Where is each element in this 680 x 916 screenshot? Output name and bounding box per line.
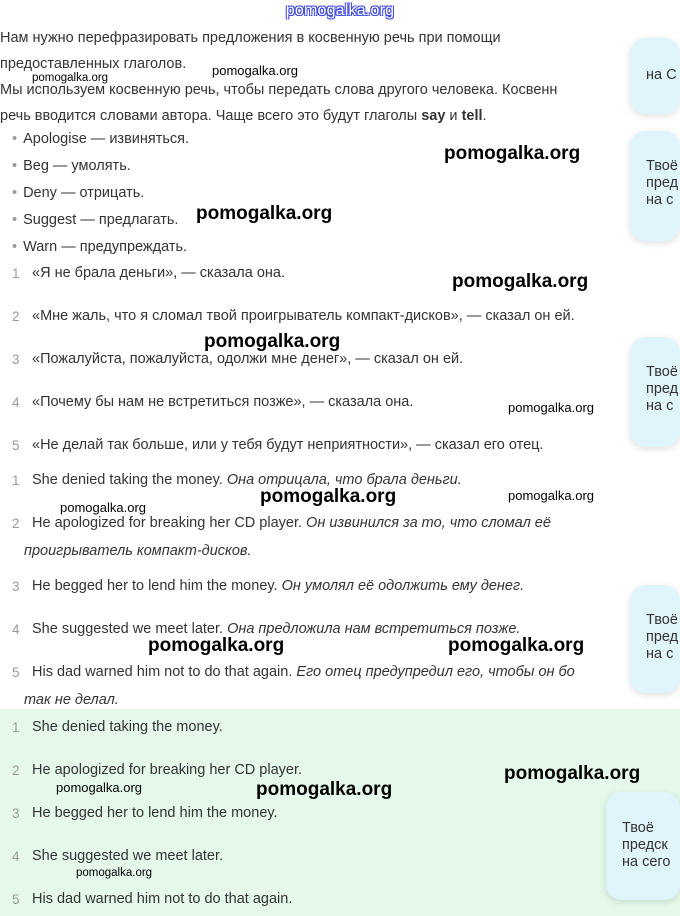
promo-bubble-text: на с — [646, 398, 674, 414]
reported-ru: Его отец предупредил его, чтобы он бо — [296, 664, 575, 680]
watermark: pomogalka.org — [76, 867, 153, 879]
keyword-say: say — [421, 108, 446, 124]
promo-bubble-text: пред — [646, 629, 679, 645]
list-number: 4 — [12, 622, 20, 637]
answer-item: She suggested we meet later. — [32, 848, 224, 864]
bullet-dot: • — [12, 239, 18, 255]
list-number: 3 — [12, 806, 20, 821]
list-number: 1 — [12, 720, 20, 735]
watermark: pomogalka.org — [260, 486, 397, 507]
direct-speech-item: «Почему бы нам не встретиться позже», — сказала она. — [32, 394, 414, 410]
list-number: 2 — [12, 309, 20, 324]
watermark: pomogalka.org — [504, 763, 641, 784]
promo-bubble[interactable] — [630, 337, 680, 447]
verb-text: Warn — предупреждать. — [23, 239, 188, 255]
verb-item — [12, 185, 144, 201]
watermark: pomogalka.org — [60, 500, 146, 515]
bullet-dot: • — [12, 158, 18, 174]
promo-bubble-text: Твоё — [646, 158, 678, 174]
verb-text: Suggest — предлагать. — [23, 212, 179, 228]
intro-line-4 — [0, 108, 487, 124]
promo-bubble[interactable] — [606, 792, 680, 900]
reported-ru: Он извинился за то, что сломал её — [306, 515, 551, 531]
reported-ru: Она отрицала, что брала деньги. — [226, 472, 462, 488]
list-number: 1 — [12, 473, 20, 488]
reported-item — [32, 578, 524, 594]
direct-speech-item: «Я не брала деньги», — сказала она. — [32, 265, 286, 281]
list-number: 4 — [12, 395, 20, 410]
watermark: pomogalka.org — [196, 203, 333, 224]
watermark: pomogalka.org — [256, 779, 393, 800]
promo-bubble-text: на С — [646, 67, 677, 83]
intro-and: и — [445, 108, 462, 124]
list-number: 3 — [12, 579, 20, 594]
watermark: pomogalka.org — [148, 635, 285, 656]
intro-line-4-text: речь вводится словами автора. Чаще всего это будут глаголы — [0, 108, 422, 124]
promo-bubble-text: Твоё — [622, 820, 654, 836]
list-number: 2 — [12, 516, 20, 531]
direct-speech-item: «Мне жаль, что я сломал твой проигрыватель компакт-дисков», — сказал он ей. — [32, 308, 575, 324]
verb-text: Beg — умолять. — [23, 158, 131, 174]
reported-ru-continued: так не делал. — [24, 692, 119, 708]
promo-bubble-text: Твоё — [646, 364, 678, 380]
promo-bubble-text: на сего — [622, 854, 671, 870]
promo-bubble[interactable] — [630, 585, 680, 693]
intro-line-3: Мы используем косвенную речь, чтобы передать слова другого человека. Косвенн — [0, 82, 558, 98]
reported-ru: Он умолял её одолжить ему денег. — [281, 578, 525, 594]
reported-en: She denied taking the money. — [32, 472, 227, 488]
promo-bubble[interactable] — [630, 131, 680, 241]
intro-line-1: Нам нужно перефразировать предложения в косвенную речь при помощи — [0, 30, 501, 46]
verb-item — [12, 212, 178, 228]
promo-bubble-text: предск — [622, 837, 668, 853]
watermark: pomogalka.org — [32, 72, 109, 84]
answer-item: His dad warned him not to do that again. — [32, 891, 293, 907]
watermark: pomogalka.org — [452, 271, 589, 292]
reported-en: His dad warned him not to do that again. — [32, 664, 297, 680]
answer-item: She denied taking the money. — [32, 719, 223, 735]
bullet-dot: • — [12, 185, 18, 201]
list-number: 5 — [12, 665, 20, 680]
watermark: pomogalka.org — [508, 400, 594, 415]
verb-text: Apologise — извиняться. — [23, 131, 190, 147]
reported-en: She suggested we meet later. — [32, 621, 228, 637]
watermark: pomogalka.org — [204, 331, 341, 352]
watermark: pomogalka.org — [56, 780, 142, 795]
watermark: pomogalka.org — [444, 143, 581, 164]
verb-text: Deny — отрицать. — [23, 185, 145, 201]
list-number: 1 — [12, 266, 20, 281]
reported-item — [32, 472, 462, 488]
site-logo[interactable]: pomogalka.org — [285, 2, 395, 19]
promo-bubble-text: на с — [646, 646, 674, 662]
verb-item — [12, 131, 189, 147]
promo-bubble-text: пред — [646, 175, 679, 191]
intro-line-2: предоставленных глаголов. — [0, 56, 187, 72]
list-number: 3 — [12, 352, 20, 367]
direct-speech-item: «Не делай так больше, или у тебя будут неприятности», — сказал его отец. — [32, 437, 544, 453]
bullet-dot: • — [12, 131, 18, 147]
direct-speech-item: «Пожалуйста, пожалуйста, одолжи мне денег», — сказал он ей. — [32, 351, 464, 367]
reported-item — [32, 515, 551, 531]
reported-en: He begged her to lend him the money. — [32, 578, 282, 594]
promo-bubble-text: пред — [646, 381, 679, 397]
reported-item — [32, 664, 575, 680]
list-number: 5 — [12, 438, 20, 453]
promo-bubble-text: на с — [646, 192, 674, 208]
intro-end: . — [482, 108, 487, 124]
watermark: pomogalka.org — [448, 635, 585, 656]
list-number: 2 — [12, 763, 20, 778]
reported-ru: Она предложила нам встретиться позже. — [227, 621, 521, 637]
bullet-dot: • — [12, 212, 18, 228]
answer-item: He begged her to lend him the money. — [32, 805, 278, 821]
answer-item: He apologized for breaking her CD player. — [32, 762, 303, 778]
reported-en: He apologized for breaking her CD player. — [32, 515, 307, 531]
reported-ru-continued: проигрыватель компакт-дисков. — [24, 543, 252, 559]
verb-item — [12, 158, 131, 174]
list-number: 5 — [12, 892, 20, 907]
watermark: pomogalka.org — [212, 63, 298, 78]
promo-bubble-text: Твоё — [646, 612, 678, 628]
verb-item — [12, 239, 187, 255]
list-number: 4 — [12, 849, 20, 864]
promo-bubble[interactable] — [630, 38, 680, 114]
watermark: pomogalka.org — [508, 488, 594, 503]
keyword-tell: tell — [461, 108, 483, 124]
